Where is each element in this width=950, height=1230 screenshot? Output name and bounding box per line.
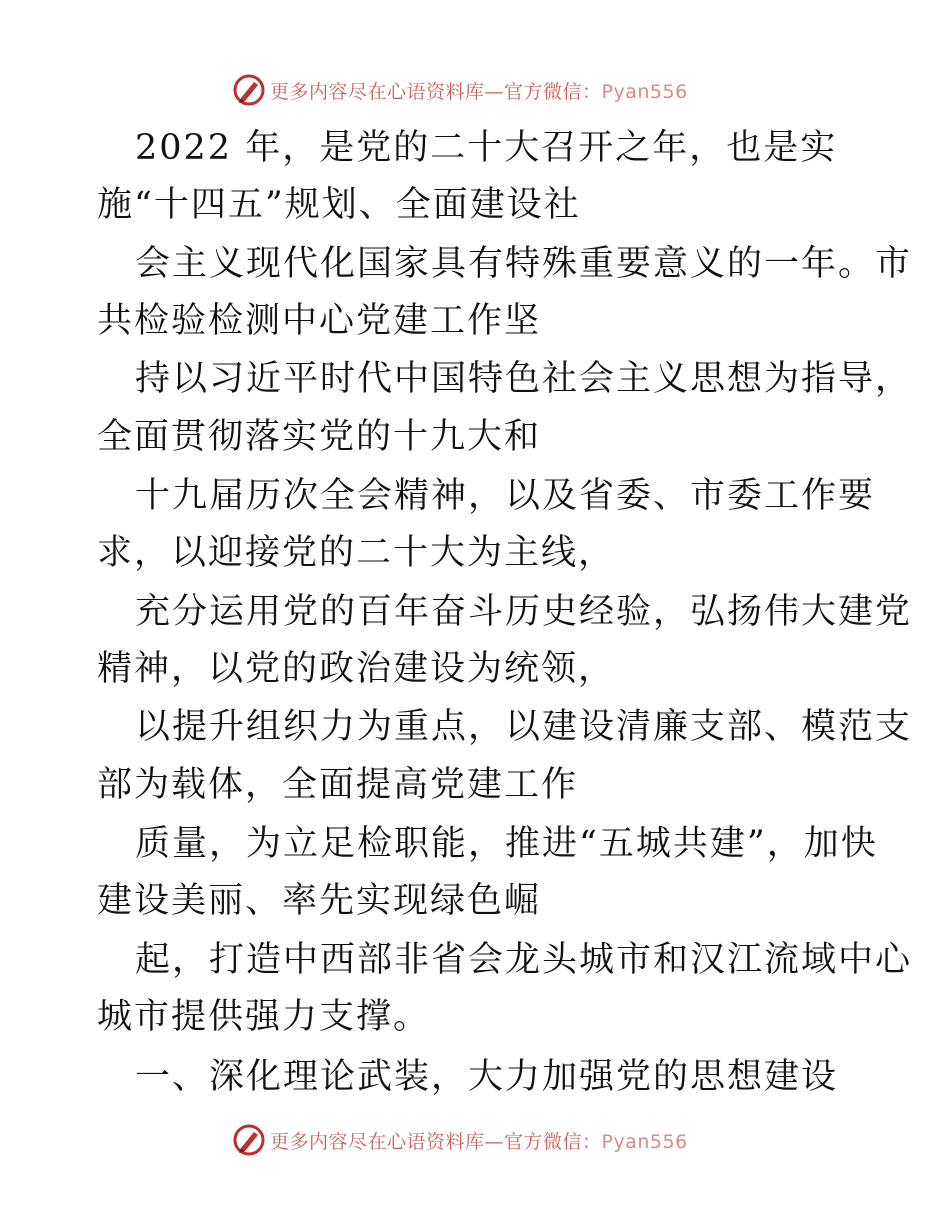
body-line: 求，以迎接党的二十大为主线， (97, 533, 616, 573)
body-line: 十九届历次全会精神，以及省委、市委工作要 (135, 476, 876, 516)
watermark-chinese: 更多内容尽在心语资料库—官方微信： (270, 80, 602, 103)
watermark-wechat-id: Pyan556 (601, 1130, 688, 1153)
body-line: 施“十四五”规划、全面建设社 (97, 185, 581, 225)
watermark-text (270, 77, 688, 104)
header-watermark-banner (232, 70, 688, 110)
body-line: 质量，为立足检职能，推进“五城共建”，加快 (135, 824, 878, 864)
body-line: 会主义现代化国家具有特殊重要意义的一年。市 (135, 244, 913, 284)
body-line: 起，打造中西部非省会龙头城市和汉江流域中心 (135, 940, 913, 980)
body-line: 共检验检测中心党建工作坚 (97, 301, 542, 341)
body-line: 部为载体，全面提高党建工作 (97, 765, 579, 805)
body-line: 精神，以党的政治建设为统领， (97, 649, 616, 689)
footer-watermark-banner (232, 1120, 688, 1160)
body-line: 以提升组织力为重点，以建设清廉支部、模范支 (135, 707, 913, 747)
pen-logo-icon (232, 1123, 266, 1157)
watermark-text (270, 1127, 688, 1154)
body-line: 建设美丽、率先实现绿色崛 (97, 881, 542, 921)
watermark-wechat-id: Pyan556 (601, 80, 688, 103)
body-line: 2022 年，是党的二十大召开之年，也是实 (135, 128, 838, 168)
body-line: 全面贯彻落实党的十九大和 (97, 417, 542, 457)
section-heading: 一、深化理论武装，大力加强党的思想建设 (135, 1057, 839, 1097)
pen-logo-icon (232, 73, 266, 107)
body-line: 持以习近平时代中国特色社会主义思想为指导， (135, 359, 913, 399)
watermark-chinese: 更多内容尽在心语资料库—官方微信： (270, 1130, 602, 1153)
body-line: 城市提供强力支撑。 (97, 997, 431, 1037)
body-line: 充分运用党的百年奋斗历史经验，弘扬伟大建党 (135, 592, 913, 632)
